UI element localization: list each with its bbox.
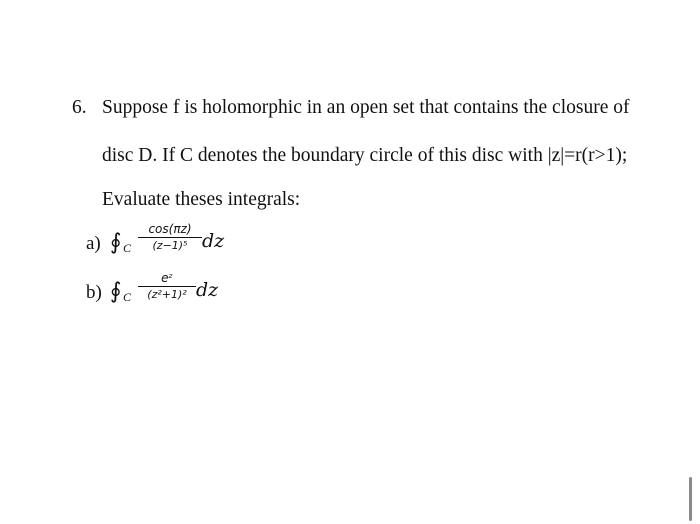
problem-text-line-1: Suppose f is holomorphic in an open set that contains the closure of <box>102 97 630 118</box>
contour-integral-symbol: ∮ <box>110 229 122 254</box>
fraction-denominator: (z−1)⁵ <box>152 239 188 253</box>
fraction <box>138 271 196 302</box>
fraction-numerator: cos(πz) <box>148 222 192 236</box>
fraction-bar <box>138 286 196 287</box>
fraction-numerator: eᶻ <box>161 271 173 285</box>
contour-label: C <box>123 241 132 255</box>
differential: dz <box>196 279 219 301</box>
scrollbar-thumb[interactable] <box>689 477 692 521</box>
fraction <box>138 222 202 253</box>
contour-integral-symbol: ∮ <box>110 278 122 303</box>
problem-text-line-2: disc D. If C denotes the boundary circle of this disc with |z|=r(r>1); <box>102 145 628 166</box>
fraction-bar <box>138 237 202 238</box>
part-label: b) <box>86 282 102 303</box>
problem-text-line-3: Evaluate theses integrals: <box>102 189 301 210</box>
part-label: a) <box>86 233 101 254</box>
fraction-denominator: (z²+1)² <box>147 288 187 302</box>
contour-label: C <box>123 290 132 304</box>
problem-number: 6. <box>72 97 87 118</box>
differential: dz <box>202 230 225 252</box>
